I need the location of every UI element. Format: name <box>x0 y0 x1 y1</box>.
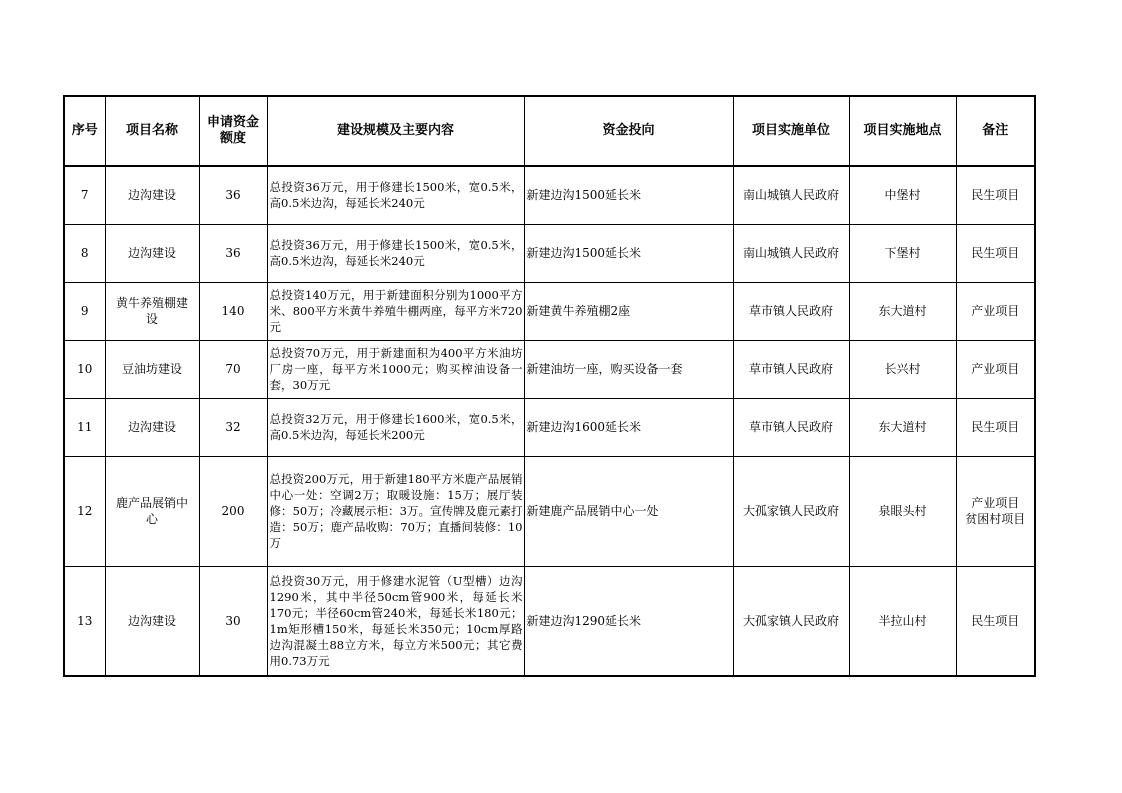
cell-content: 总投资36万元，用于修建长1500米，宽0.5米，高0.5米边沟，每延长米240元 <box>267 224 524 282</box>
cell-note: 民生项目 <box>956 224 1035 282</box>
cell-amount: 36 <box>199 224 267 282</box>
cell-unit: 南山城镇人民政府 <box>733 166 849 224</box>
cell-unit: 大孤家镇人民政府 <box>733 566 849 676</box>
table-row <box>64 282 1035 340</box>
cell-content: 总投资30万元，用于修建水泥管（U型槽）边沟1290米，其中半径50cm管900米，每延长米170元；半径60cm管240米，每延长米180元；1m矩形槽150米，每延长米350元；10cm厚路边沟混凝土88立方米，每立方米500元；其它费用0.73万元 <box>267 566 524 676</box>
header-direction: 资金投向 <box>524 96 733 166</box>
cell-direction: 新建边沟1500延长米 <box>524 166 733 224</box>
header-unit: 项目实施单位 <box>733 96 849 166</box>
cell-unit: 草市镇人民政府 <box>733 398 849 456</box>
cell-note <box>956 456 1035 566</box>
cell-note-line-1: 产业项目 <box>971 496 1020 510</box>
header-seq: 序号 <box>64 96 105 166</box>
table-row <box>64 166 1035 224</box>
cell-location: 半拉山村 <box>849 566 956 676</box>
cell-note: 民生项目 <box>956 566 1035 676</box>
cell-amount: 70 <box>199 340 267 398</box>
cell-location: 东大道村 <box>849 398 956 456</box>
cell-amount: 140 <box>199 282 267 340</box>
cell-location: 下堡村 <box>849 224 956 282</box>
cell-seq: 11 <box>64 398 105 456</box>
cell-location: 中堡村 <box>849 166 956 224</box>
cell-amount: 32 <box>199 398 267 456</box>
cell-content: 总投资36万元，用于修建长1500米，宽0.5米，高0.5米边沟，每延长米240元 <box>267 166 524 224</box>
cell-seq: 10 <box>64 340 105 398</box>
cell-unit: 草市镇人民政府 <box>733 340 849 398</box>
table-header-row <box>64 96 1035 166</box>
cell-direction: 新建鹿产品展销中心一处 <box>524 456 733 566</box>
table-row <box>64 224 1035 282</box>
cell-amount: 200 <box>199 456 267 566</box>
table-row <box>64 456 1035 566</box>
cell-unit: 草市镇人民政府 <box>733 282 849 340</box>
header-note: 备注 <box>956 96 1035 166</box>
table-row <box>64 340 1035 398</box>
cell-note: 民生项目 <box>956 398 1035 456</box>
cell-direction: 新建油坊一座，购买设备一套 <box>524 340 733 398</box>
cell-note: 产业项目 <box>956 340 1035 398</box>
cell-unit: 大孤家镇人民政府 <box>733 456 849 566</box>
cell-amount: 36 <box>199 166 267 224</box>
cell-seq: 13 <box>64 566 105 676</box>
cell-amount: 30 <box>199 566 267 676</box>
cell-seq: 7 <box>64 166 105 224</box>
header-location: 项目实施地点 <box>849 96 956 166</box>
cell-unit: 南山城镇人民政府 <box>733 224 849 282</box>
cell-direction: 新建边沟1290延长米 <box>524 566 733 676</box>
cell-note: 民生项目 <box>956 166 1035 224</box>
cell-location: 长兴村 <box>849 340 956 398</box>
cell-content: 总投资32万元，用于修建长1600米，宽0.5米，高0.5米边沟，每延长米200元 <box>267 398 524 456</box>
cell-name: 鹿产品展销中心 <box>105 456 199 566</box>
cell-location: 东大道村 <box>849 282 956 340</box>
project-table <box>63 95 1036 677</box>
table-row <box>64 398 1035 456</box>
cell-note-line-2: 贫困村项目 <box>965 512 1026 526</box>
cell-content: 总投资140万元，用于新建面积分别为1000平方米、800平方米黄牛养殖牛棚两座，每平方米720元 <box>267 282 524 340</box>
cell-name: 豆油坊建设 <box>105 340 199 398</box>
header-content: 建设规模及主要内容 <box>267 96 524 166</box>
cell-name: 边沟建设 <box>105 566 199 676</box>
header-amount-text: 申请资金额度 <box>206 115 259 146</box>
header-name: 项目名称 <box>105 96 199 166</box>
cell-direction: 新建边沟1600延长米 <box>524 398 733 456</box>
cell-content: 总投资70万元，用于新建面积为400平方米油坊厂房一座，每平方米1000元；购买榨油设备一套，30万元 <box>267 340 524 398</box>
table-row <box>64 566 1035 676</box>
cell-seq: 9 <box>64 282 105 340</box>
cell-name: 边沟建设 <box>105 398 199 456</box>
cell-seq: 8 <box>64 224 105 282</box>
cell-name: 黄牛养殖棚建设 <box>105 282 199 340</box>
cell-location: 泉眼头村 <box>849 456 956 566</box>
cell-name: 边沟建设 <box>105 224 199 282</box>
cell-direction: 新建黄牛养殖棚2座 <box>524 282 733 340</box>
cell-name: 边沟建设 <box>105 166 199 224</box>
header-amount <box>199 96 267 166</box>
cell-note: 产业项目 <box>956 282 1035 340</box>
cell-seq: 12 <box>64 456 105 566</box>
cell-direction: 新建边沟1500延长米 <box>524 224 733 282</box>
cell-content: 总投资200万元，用于新建180平方米鹿产品展销中心一处：空调2万；取暖设施：15万；展厅装修：50万；冷藏展示柜：3万。宣传牌及鹿元素打造：50万；鹿产品收购：70万；直播间装修：10万 <box>267 456 524 566</box>
